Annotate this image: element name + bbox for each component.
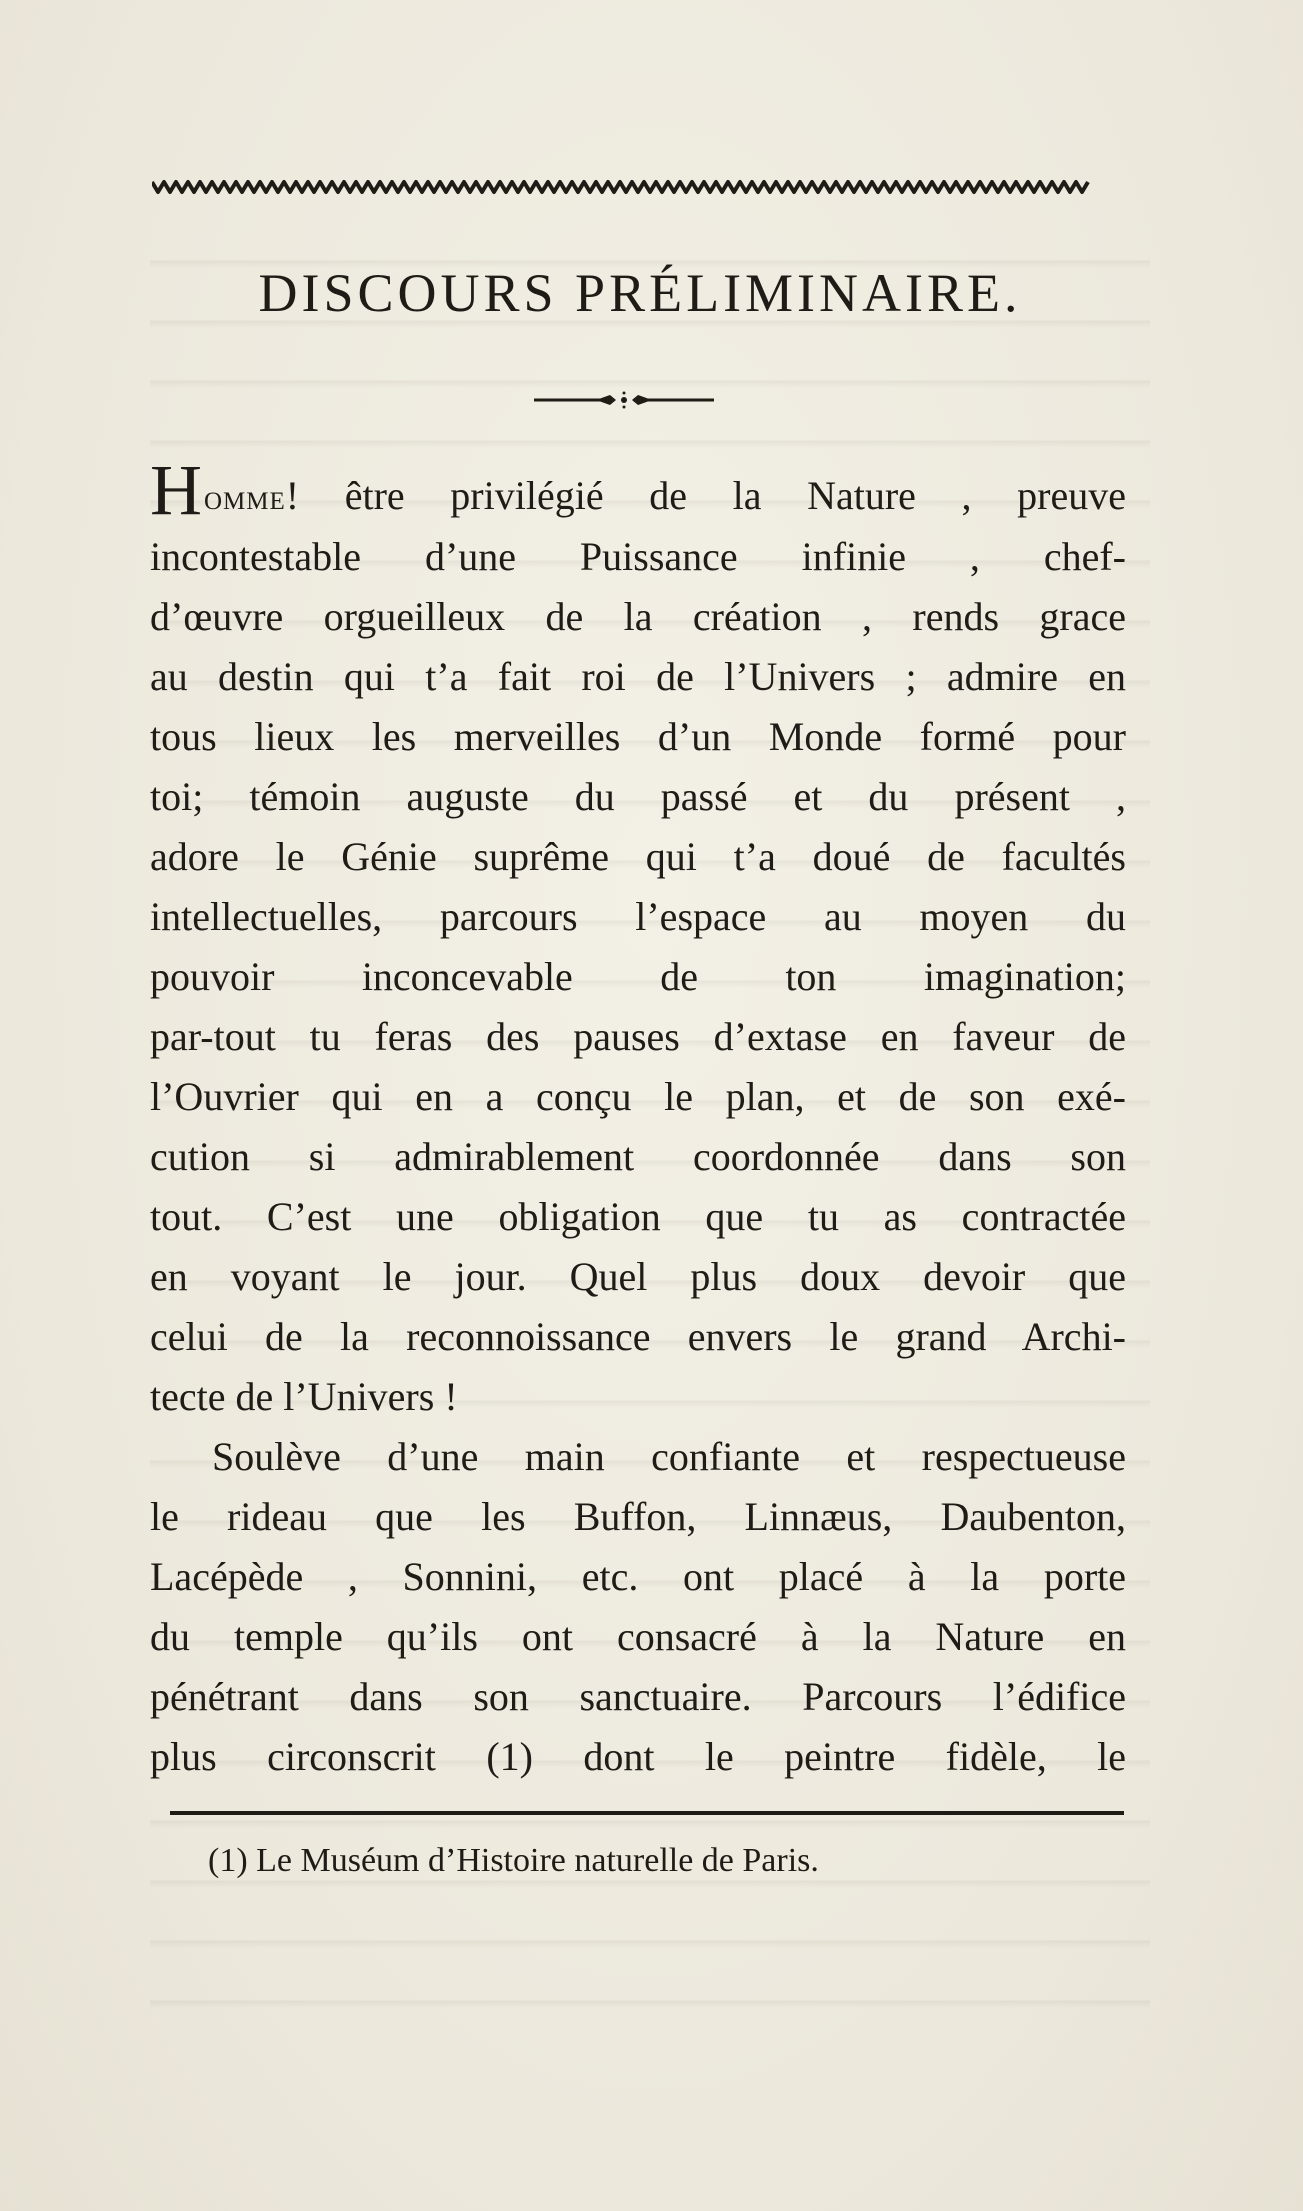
text-line: cution si admirablement coordonnée dans son (150, 1134, 1126, 1179)
footnote: (1) Le Muséum d’Histoire naturelle de Paris. (208, 1842, 819, 1879)
text-line: tout. C’est une obligation que tu as contractée (150, 1194, 1126, 1239)
chapter-title: DISCOURS PRÉLIMINAIRE. (258, 263, 1022, 323)
opening-small-caps: omme (204, 477, 286, 517)
text-line: plus circonscrit (1) dont le peintre fidèle, le (150, 1734, 1126, 1779)
text-line: en voyant le jour. Quel plus doux devoir que (150, 1254, 1126, 1299)
text-line: pouvoir inconcevable de ton imagination; (150, 954, 1126, 999)
top-ornamental-rule (152, 176, 1092, 198)
footnote-rule (170, 1808, 1124, 1818)
opening-line-rest: ! être privilégié de la Nature , preuve (285, 473, 1126, 518)
text-line: incontestable d’une Puissance infinie , chef- (150, 534, 1126, 579)
title-ornament-divider (534, 390, 714, 410)
text-line: celui de la reconnoissance envers le grand Archi- (150, 1314, 1126, 1359)
text-line (150, 450, 1126, 530)
drop-capital: H (150, 450, 202, 530)
text-line: Soulève d’une main confiante et respectueuse (212, 1434, 1126, 1479)
text-line: pénétrant dans son sanctuaire. Parcours l’édifice (150, 1674, 1126, 1719)
text-line: d’œuvre orgueilleux de la création , rends grace (150, 594, 1126, 639)
text-line: toi; témoin auguste du passé et du présent , (150, 774, 1126, 819)
body-text (150, 450, 1126, 1787)
text-line: intellectuelles, parcours l’espace au moyen du (150, 894, 1126, 939)
text-line: tous lieux les merveilles d’un Monde formé pour (150, 714, 1126, 759)
text-line: par-tout tu feras des pauses d’extase en faveur de (150, 1014, 1126, 1059)
text-line: tecte de l’Univers ! (150, 1374, 458, 1419)
text-line: adore le Génie suprême qui t’a doué de facultés (150, 834, 1126, 879)
text-line: le rideau que les Buffon, Linnæus, Daubenton, (150, 1494, 1126, 1539)
text-line: Lacépède , Sonnini, etc. ont placé à la porte (150, 1554, 1126, 1599)
text-line: au destin qui t’a fait roi de l’Univers ; admire en (150, 654, 1126, 699)
text-line: du temple qu’ils ont consacré à la Nature en (150, 1614, 1126, 1659)
text-line: l’Ouvrier qui en a conçu le plan, et de son exé- (150, 1074, 1126, 1119)
